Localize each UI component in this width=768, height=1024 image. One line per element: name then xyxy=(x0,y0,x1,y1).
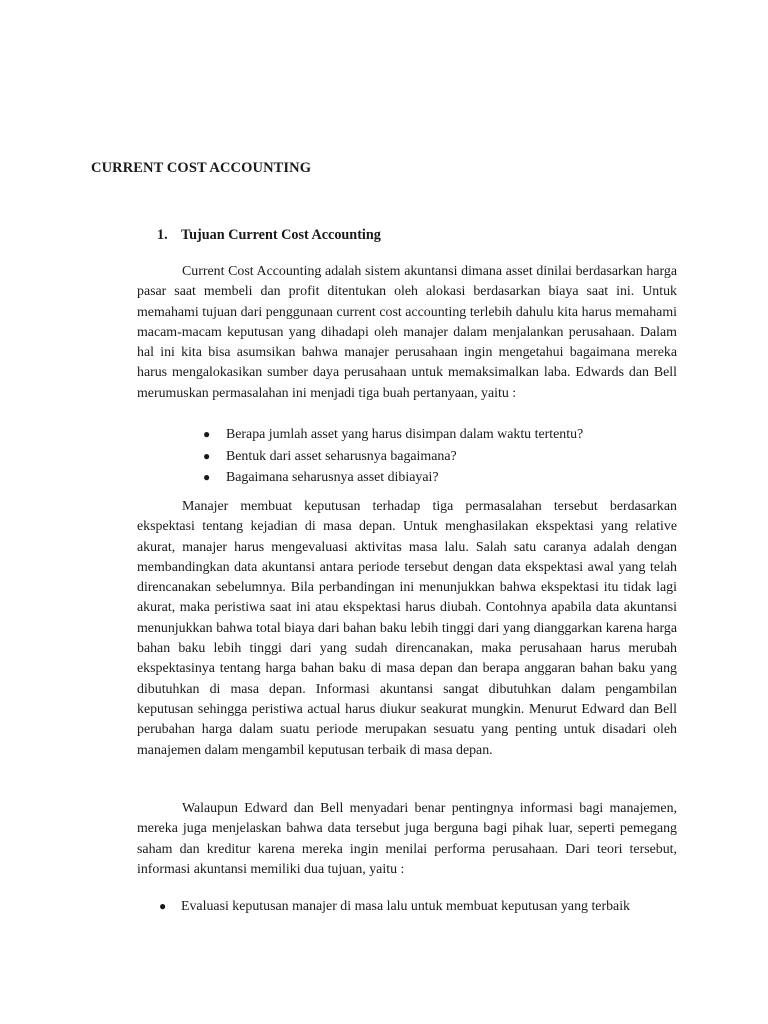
purposes-list xyxy=(159,896,630,918)
document-title: CURRENT COST ACCOUNTING xyxy=(91,160,312,176)
list-item-text: Bagaimana seharusnya asset dibiayai? xyxy=(226,470,439,485)
list-item-text: Evaluasi keputusan manajer di masa lalu untuk membuat keputusan yang terbaik xyxy=(181,899,631,914)
list-item-text: Berapa jumlah asset yang harus disimpan dalam waktu tertentu? xyxy=(226,427,584,442)
paragraph-3: Walaupun Edward dan Bell menyadari benar pentingnya informasi bagi manajemen, mereka juga menjelaskan bahwa data tersebut juga berguna bagi pihak luar, seperti pemegang saham dan kreditur karena mereka ingin menilai performa perusahaan. Dari teori tersebut, informasi akuntansi memiliki dua tujuan, yaitu : xyxy=(137,801,677,877)
list-item xyxy=(203,424,583,446)
bullet-icon: ● xyxy=(203,427,211,441)
section-number: 1. xyxy=(157,227,168,243)
bullet-icon: ● xyxy=(203,470,211,484)
list-item xyxy=(203,446,583,468)
paragraph-2: Manajer membuat keputusan terhadap tiga permasalahan tersebut berdasarkan ekspektasi tentang kejadian di masa depan. Untuk menghasilakan ekspektasi yang relative akurat, manajer harus mengevaluasi aktivitas masa lalu. Salah satu caranya adalah dengan membandingkan data akuntansi antara periode tersebut dengan data ekspektasi awal yang telah direncanakan sebelumnya. Bila perbandingan ini menunjukkan bahwa ekspektasi itu tidak lagi akurat, maka peristiwa saat ini atau ekspektasi harus diubah. Contohnya apabila data akuntansi menunjukkan bahwa total biaya dari bahan baku lebih tinggi dari yang dianggarkan karena harga bahan baku lebih tinggi dari yang sudah direncanakan, maka perusahaan harus merubah ekspektasinya tentang harga bahan baku di masa depan dan berapa anggaran bahan baku yang dibutuhkan di masa depan. Informasi akuntansi sangat dibutuhkan dalam pengambilan keputusan sehingga peristiwa actual harus diukur seakurat mungkin. Menurut Edward dan Bell perubahan harga dalam suatu periode merupakan sesuatu yang penting untuk disadari oleh manajemen dalam mengambil keputusan terbaik di masa depan. xyxy=(137,499,677,758)
list-item xyxy=(159,896,630,918)
section-heading-text: Tujuan Current Cost Accounting xyxy=(181,227,381,243)
section-heading xyxy=(157,227,381,244)
bullet-icon: ● xyxy=(159,899,167,913)
list-item xyxy=(203,467,583,489)
questions-list xyxy=(203,424,583,489)
list-item-text: Bentuk dari asset seharusnya bagaimana? xyxy=(226,448,457,464)
paragraph-1: Current Cost Accounting adalah sistem akuntansi dimana asset dinilai berdasarkan harga pasar saat membeli dan profit ditentukan oleh alokasi berdasarkan biaya saat ini. Untuk memahami tujuan dari penggunaan current cost accounting terlebih dahulu kita harus memahami macam-macam keputusan yang dihadapi oleh manajer dalam menjalankan perusahaan. Dalam hal ini kita bisa asumsikan bahwa manajer perusahaan ingin mengetahui bagaimana mereka harus mengalokasikan sumber daya perusahaan untuk memaksimalkan laba. Edwards dan Bell merumuskan permasalahan ini menjadi tiga buah pertanyaan, yaitu : xyxy=(137,264,677,401)
bullet-icon: ● xyxy=(203,448,211,463)
